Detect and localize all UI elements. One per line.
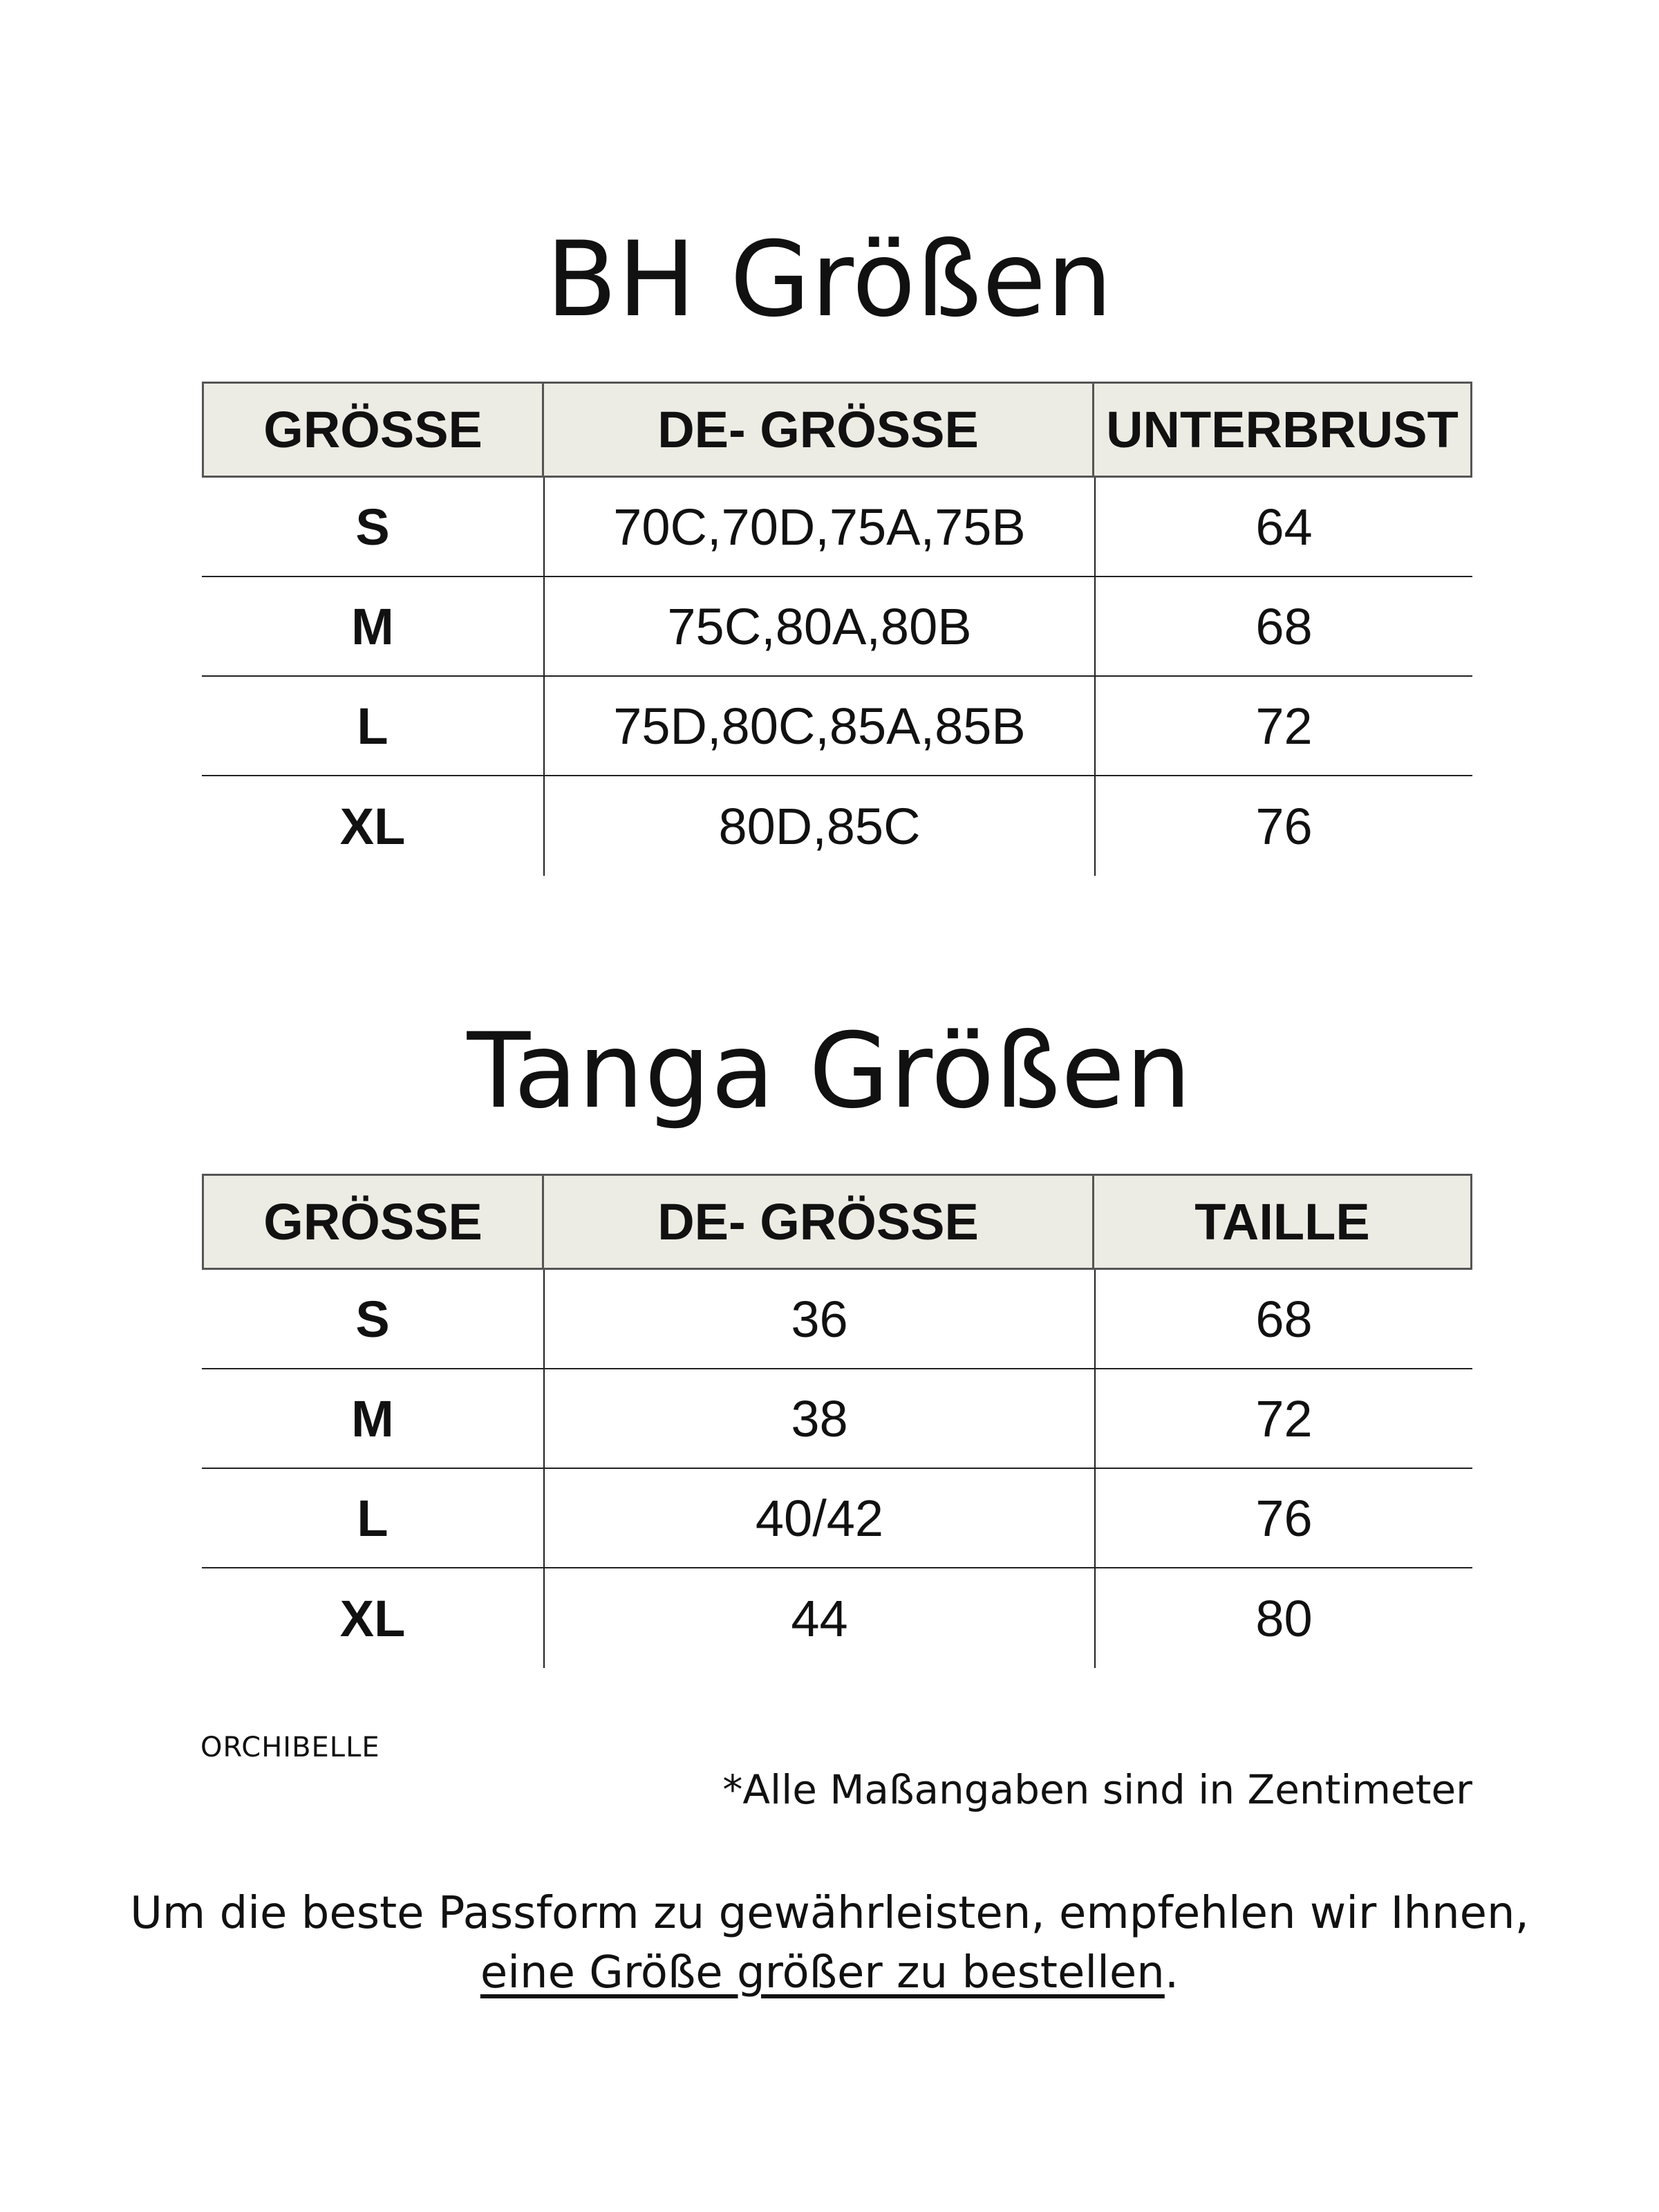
- underbust-cell: 72: [1255, 697, 1313, 755]
- table-row: [202, 677, 1472, 776]
- brand-name: ORCHIBELLE: [200, 1732, 380, 1763]
- waist-cell: 68: [1255, 1290, 1313, 1348]
- de-size-cell: 70C,70D,75A,75B: [545, 478, 1096, 576]
- size-cell: L: [202, 677, 545, 775]
- fit-advice: [0, 1884, 1659, 2003]
- header-waist: TAILLE: [1194, 1193, 1370, 1250]
- underbust-cell: 76: [1255, 797, 1313, 855]
- bh-sizes-title: BH Größen: [545, 220, 1114, 340]
- de-size-cell: 44: [545, 1568, 1096, 1668]
- size-cell: M: [202, 577, 545, 675]
- advice-line-1: Um die beste Passform zu gewährleisten, empfehlen wir Ihnen,: [130, 1888, 1529, 1939]
- size-cell: S: [202, 1270, 545, 1368]
- size-cell: XL: [202, 1568, 545, 1668]
- table-row: [202, 478, 1472, 577]
- de-size-cell: 75D,80C,85A,85B: [545, 677, 1096, 775]
- table-row: [202, 1369, 1472, 1469]
- tanga-sizes-title: Tanga Größen: [467, 1011, 1192, 1132]
- advice-link[interactable]: eine Größe größer zu bestellen: [480, 1947, 1165, 1999]
- de-size-cell: 36: [545, 1270, 1096, 1368]
- waist-cell: 76: [1255, 1489, 1313, 1547]
- table-row: [202, 1270, 1472, 1369]
- table-row: [202, 1469, 1472, 1568]
- underbust-cell: 68: [1255, 597, 1313, 655]
- table-row: [202, 577, 1472, 677]
- advice-line-2: [0, 1943, 1659, 2003]
- tanga-size-table: [202, 1174, 1472, 1668]
- de-size-cell: 75C,80A,80B: [545, 577, 1096, 675]
- table-header-row: [202, 1174, 1472, 1270]
- header-de-size: DE- GRÖSSE: [544, 1176, 1094, 1268]
- de-size-cell: 40/42: [545, 1469, 1096, 1567]
- underbust-cell: 64: [1255, 498, 1313, 556]
- size-cell: L: [202, 1469, 545, 1567]
- table-row: [202, 776, 1472, 876]
- measurement-note: *Alle Maßangaben sind in Zentimeter: [722, 1766, 1472, 1813]
- waist-cell: 80: [1255, 1589, 1313, 1647]
- table-row: [202, 1568, 1472, 1668]
- size-cell: XL: [202, 776, 545, 876]
- advice-period: .: [1164, 1947, 1179, 1999]
- header-size: GRÖSSE: [204, 384, 544, 476]
- header-size: GRÖSSE: [204, 1176, 544, 1268]
- bh-size-table: [202, 382, 1472, 876]
- de-size-cell: 38: [545, 1369, 1096, 1468]
- header-underbust: UNTERBRUST: [1106, 401, 1459, 458]
- size-cell: S: [202, 478, 545, 576]
- waist-cell: 72: [1255, 1389, 1313, 1447]
- header-de-size: DE- GRÖSSE: [544, 384, 1094, 476]
- size-cell: M: [202, 1369, 545, 1468]
- de-size-cell: 80D,85C: [545, 776, 1096, 876]
- table-header-row: [202, 382, 1472, 478]
